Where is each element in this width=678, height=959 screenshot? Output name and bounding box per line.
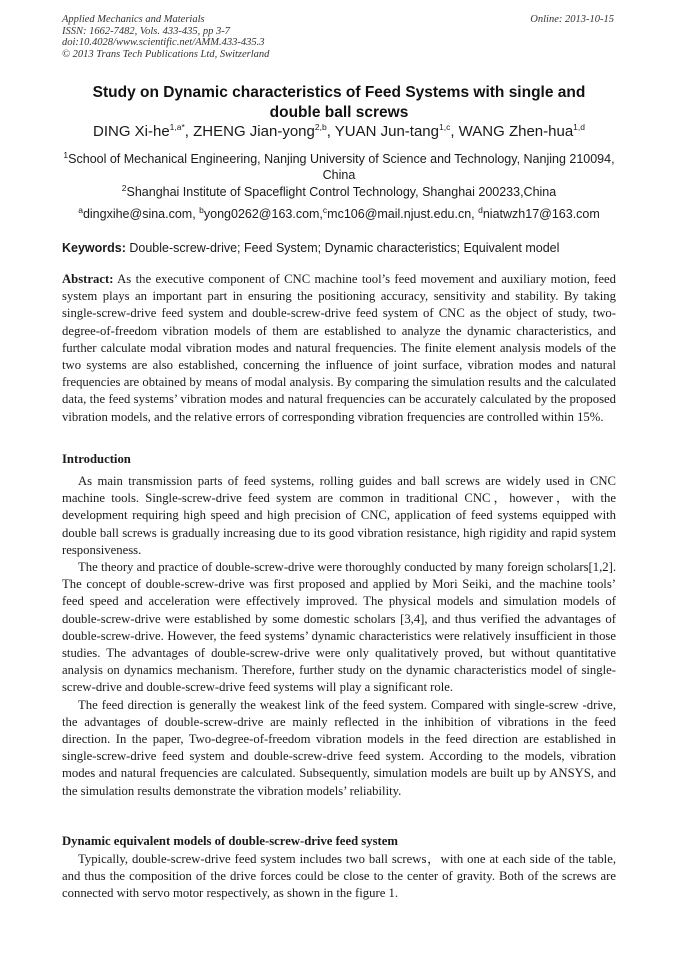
journal-copyright: © 2013 Trans Tech Publications Ltd, Switzerland [62,48,270,60]
author-list [62,123,616,141]
email-link[interactable]: dingxihe@sina.com, [82,207,200,221]
paragraph: As main transmission parts of feed systems, rolling guides and ball screws are widely used in CNC machine tools. Single-screw-drive feed system are common in traditional CNC，however，with the development requiring high speed and high precision of CNC, application of feed systems equipped with double ball screws is gradually increasing due to its good vibration resistance, high rigidity and rapid system responsiveness. [62,474,616,557]
affiliation-text: China [322,168,356,182]
author-affil-sup: 1,a* [169,122,185,132]
affiliation-text: School of Mechanical Engineering, Nanjing University of Science and Technology, Nanjing 210094, [68,152,615,166]
author-affil-sup: 2,b [314,122,327,132]
journal-name: Applied Mechanics and Materials [62,14,205,25]
affiliation-text: Shanghai Institute of Spaceflight Control Technology, Shanghai 200233,China [126,185,557,199]
section-heading-introduction: Introduction [62,452,131,466]
author-separator: , [326,123,335,140]
abstract-text: As the executive component of CNC machine tool’s feed movement and auxiliary motion, feed system plays an important part in ensuring the positioning accuracy, sensitivity and stability. By taking single-screw-drive feed system and double-screw-drive feed system of CNC as the object of study, two-degree-of-freedom vibration models of them are established to analyze the dynamic characteristics, and further calculate modal vibration modes and natural frequencies. The finite element analysis models of the two systems are also established, concerning the influence of joint surface, vibration modes and natural frequencies are obtained by means of modal analysis. By comparing the simulation results and the calculated data, the feed systems’ vibration modes and natural frequencies can be accurately calculated by the proposed vibration models, and the relative errors of corresponding vibration frequencies are controlled within 15%. [62,272,616,424]
author-name: WANG Zhen-hua [458,123,574,140]
keywords-text: Double-screw-drive; Feed System; Dynamic characteristics; Equivalent model [125,241,560,255]
abstract-label: Abstract: [62,272,114,286]
keywords-label: Keywords: [62,241,126,255]
author-separator: , [450,123,459,140]
affiliation-sup: 2 [121,182,127,193]
email-link[interactable]: yong0262@163.com, [203,207,323,221]
email-link[interactable]: mc106@mail.njust.edu.cn, [327,207,479,221]
dynamic-section-body [62,851,616,903]
abstract [62,271,616,426]
paragraph: Typically, double-screw-drive feed system includes two ball screws，with one at each side of the table, and thus the composition of the drive forces could be close to the center of gravity. Both of the screws are connected with servo motor respectively, as shown in the figure 1. [62,852,616,901]
paper-title [62,83,616,123]
email-link[interactable]: niatwzh17@163.com [482,207,600,221]
author-affil-sup: 1,d [573,122,585,132]
section-heading-dynamic-models: Dynamic equivalent models of double-screw-drive feed system [62,834,398,848]
email-list [62,206,616,222]
title-line: Study on Dynamic characteristics of Feed Systems with single and [92,84,586,101]
journal-info [62,14,269,60]
journal-doi: doi:10.4028/www.scientific.net/AMM.433-435.3 [62,37,265,48]
title-line: double ball screws [269,104,409,121]
author-name: DING Xi-he [92,123,170,140]
author-name: YUAN Jun-tang [334,123,439,140]
email-sup: c [322,204,328,215]
affiliation-2 [62,184,616,200]
online-date: Online: 2013-10-15 [530,14,614,25]
introduction-body [62,473,616,800]
paragraph: The feed direction is generally the weakest link of the feed system. Compared with single-screw -drive, the advantages of double-screw-drive are mainly reflected in the inhibition of vibrations in the feed direction. In the paper, Two-degree-of-freedom vibration models in the feed direction are established in single-screw-drive feed system and double-screw-drive feed system. According to the models, vibration modes and natural frequencies are calculated. Subsequently, simulation models are built up by ANSYS, and the simulation results demonstrate the vibration models’ reliability. [62,697,616,798]
paragraph: The theory and practice of double-screw-drive were thoroughly conducted by many foreign scholars[1,2]. The concept of double-screw-drive was first proposed and applied by Mori Seiki, and the machine tools’ feed speed and acceleration were effectively improved. The physical models and simulation models of double-screw-drive were established by some domestic scholars [3,4], and thus verified the advantages of double-screw-drive. However, the feed systems’ dynamic characteristics were relatively insufficient in those studies. The advantages of double-screw-drive were only qualitatively proved, but without quantitative analysis on dynamics mechanism. Therefore, further study on the dynamic characteristics model of single-screw-drive and double-screw-drive feed systems will play a significant role. [62,560,616,695]
affiliation-sup: 1 [63,149,69,160]
author-separator: , [184,123,194,140]
email-sup: a [78,204,83,215]
keywords [62,240,616,256]
journal-issn: ISSN: 1662-7482, Vols. 433-435, pp 3-7 [62,25,230,37]
affiliation-1 [62,151,616,183]
email-sup: b [199,204,204,215]
email-sup: d [478,204,483,215]
author-affil-sup: 1,c [438,122,451,132]
author-name: ZHENG Jian-yong [193,123,315,140]
